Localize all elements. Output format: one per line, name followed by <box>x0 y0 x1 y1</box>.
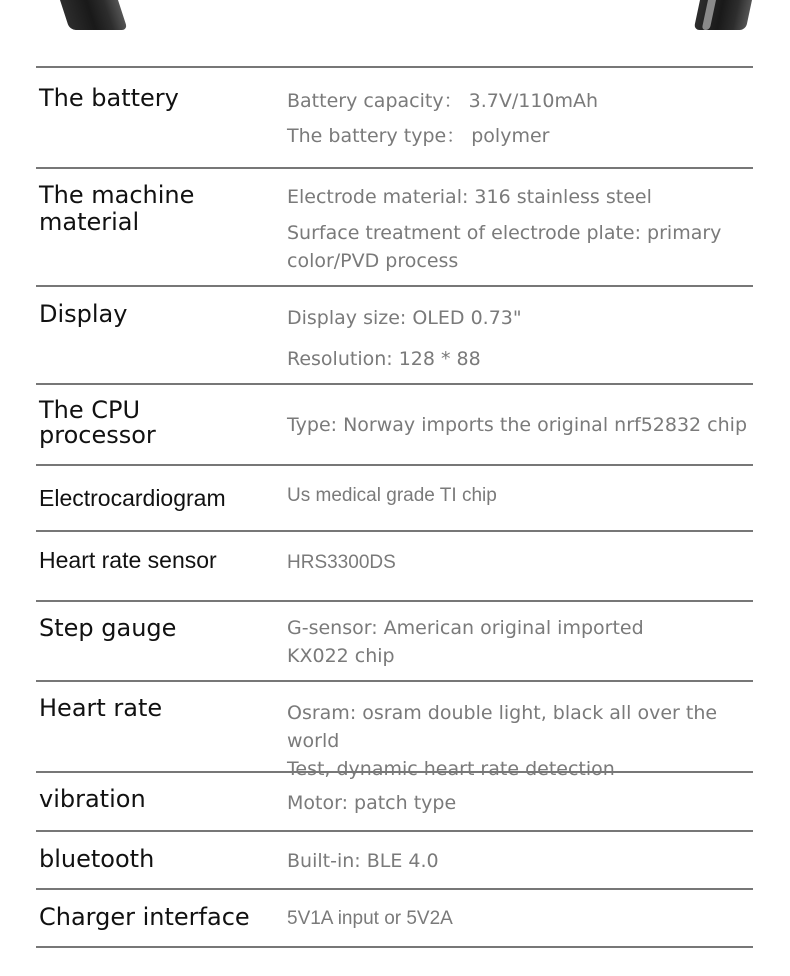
spec-label: Display <box>39 300 128 328</box>
spec-row-heart-rate-sensor <box>36 530 753 600</box>
spec-value <box>287 183 721 275</box>
spec-value-line: Surface treatment of electrode plate: primary <box>287 222 722 244</box>
spec-value-line: Type: Norway imports the original nrf52832 chip <box>287 414 747 436</box>
spec-label-line: processor <box>39 421 156 449</box>
spec-row-step-gauge <box>36 600 753 680</box>
spec-row-battery <box>36 66 753 167</box>
spec-value-line: Built-in: BLE 4.0 <box>287 850 439 872</box>
spec-value-line: Osram: osram double light, black all over the world <box>287 702 718 752</box>
spec-value-line: Us medical grade TI chip <box>287 485 497 506</box>
spec-value <box>287 905 453 933</box>
spec-value-line: Electrode material: 316 stainless steel <box>287 186 652 208</box>
spec-value-line: G-sensor: American original imported <box>287 617 644 639</box>
spec-label-line: material <box>39 208 140 236</box>
spec-row-cpu <box>36 383 753 464</box>
spec-value-line: KX022 chip <box>287 645 395 667</box>
spec-label: The battery <box>39 84 179 112</box>
spec-row-display <box>36 285 753 383</box>
spec-value-line: 5V1A input or 5V2A <box>287 908 453 929</box>
spec-value-line: Resolution: 128 * 88 <box>287 348 481 370</box>
spec-label: vibration <box>39 785 146 813</box>
spec-value-line: Display size: OLED 0.73" <box>287 307 522 329</box>
spec-table <box>36 66 753 948</box>
spec-label: Electrocardiogram <box>39 485 226 511</box>
spec-row-vibration <box>36 771 753 830</box>
spec-value <box>287 549 396 577</box>
spec-value-line: Test, dynamic heart rate detection <box>287 758 615 780</box>
spec-value <box>287 789 456 817</box>
spec-value-line: color/PVD process <box>287 250 459 272</box>
spec-row-charger <box>36 888 753 948</box>
spec-label: Charger interface <box>39 903 250 931</box>
spec-row-heart-rate <box>36 680 753 780</box>
spec-value <box>287 304 522 373</box>
spec-label-line: The CPU <box>39 396 141 424</box>
spec-label <box>39 182 194 236</box>
spec-row-ecg <box>36 464 753 530</box>
spec-label: Heart rate sensor <box>39 547 217 573</box>
spec-label-line: The machine <box>39 181 195 209</box>
spec-value <box>287 411 747 439</box>
spec-row-machine-material <box>36 167 753 285</box>
spec-value <box>287 87 598 150</box>
spec-value-line: The battery type： polymer <box>287 125 550 147</box>
spec-value <box>287 614 644 670</box>
spec-label: Step gauge <box>39 614 177 642</box>
spec-value-line: Battery capacity： 3.7V/110mAh <box>287 90 599 112</box>
spec-value <box>287 847 439 875</box>
product-image-fragment-left <box>60 0 128 30</box>
spec-value-line: HRS3300DS <box>287 552 396 573</box>
spec-row-bluetooth <box>36 830 753 888</box>
spec-value <box>287 482 497 510</box>
spec-label: bluetooth <box>39 845 155 873</box>
product-image-fragment-right <box>694 0 752 30</box>
spec-value-line: Motor: patch type <box>287 792 457 814</box>
spec-label <box>39 398 156 448</box>
spec-label: Heart rate <box>39 694 163 722</box>
